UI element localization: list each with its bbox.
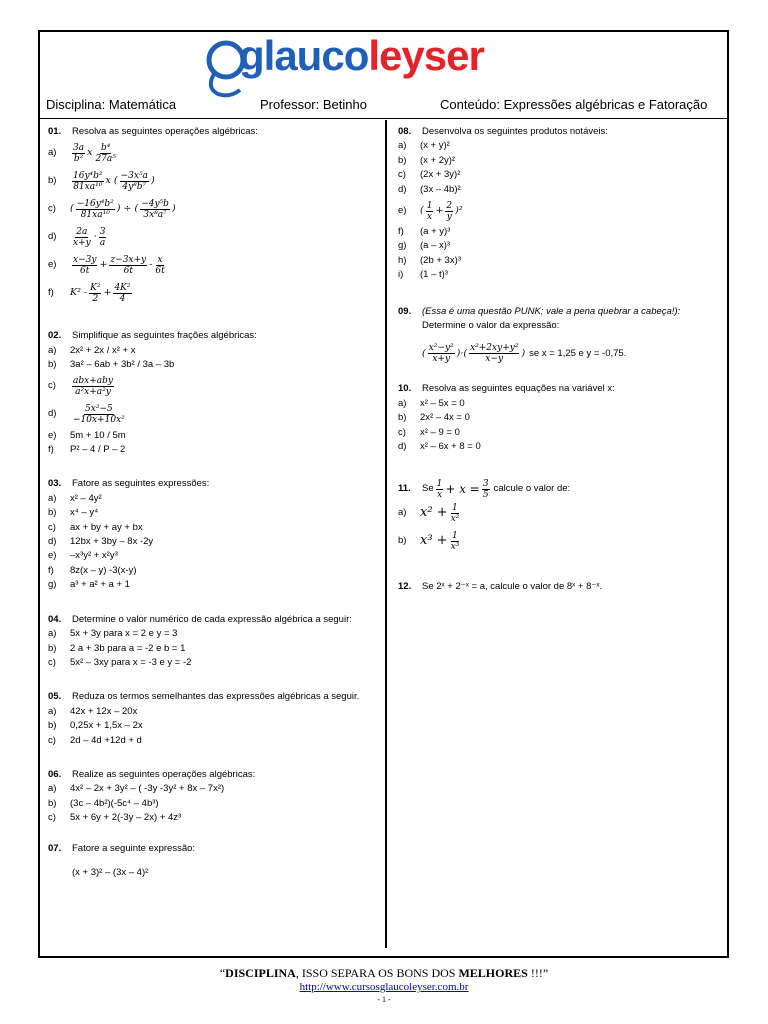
q02-d-expr: $\frac{\text{5x²−5}}{\text{−10x+10x²}}$	[73, 404, 125, 426]
page-number: - 1 -	[377, 995, 391, 1004]
question-08	[398, 125, 723, 283]
question-03	[48, 477, 378, 592]
q03-item-e: e) –x³y² + x²y³	[48, 550, 118, 562]
q03-item-a: a) x² – 4y²	[48, 492, 102, 504]
q06-item-a: a) 4x² – 2x + 3y² – ( -3y -3y² + 8x – 7x²)	[48, 783, 225, 795]
q09-number: 09.	[398, 305, 412, 317]
header-content: Conteúdo: Expressões algébricas e Fatoração	[440, 97, 708, 112]
q01-item-f: f) K² - $\frac{\text{K²}}{2}$ + $\frac{\text{4K²}}{4}$	[48, 279, 378, 307]
q02-item-d: d) $\frac{\text{5x²−5}}{\text{−10x+10x²}}$	[48, 401, 378, 429]
q01-number: 01.	[48, 126, 62, 137]
header-discipline: Disciplina: Matemática	[46, 97, 177, 112]
question-02	[48, 329, 378, 457]
q08-title: Desenvolva os seguintes produtos notáveis:	[422, 126, 608, 137]
q08-item-i: i) (1 – t)³	[398, 269, 448, 281]
question-11	[398, 479, 723, 556]
q01-item-e: e) $\frac{x-3y}{6t}$ + $\frac{z-3x+y}{6t}$ - $\frac{x}{6t}$	[48, 251, 378, 279]
header-divider	[38, 118, 729, 119]
q02-c-expr: $\frac{\text{abx+aby}}{\text{a²x+a²y}}$	[73, 376, 113, 398]
q07-expression: (x + 3)² – (3x – 4)²	[72, 866, 149, 878]
q04-title: Determine o valor numérico de cada expressão algébrica a seguir:	[72, 613, 352, 625]
q10-number: 10.	[398, 383, 412, 395]
q11-item-b: b) x³ + $\frac{1}{\text{x³}}$	[398, 531, 460, 552]
q02-item-e: e) 5m + 10 / 5m	[48, 429, 126, 441]
q03-item-c: c) ax + by + ay + bx	[48, 521, 143, 533]
q08-item-e: e) ( $\frac{1}{x}$ + $\frac{2}{y}$ )²	[398, 200, 463, 222]
q10-title: Resolva as seguintes equações na variável x:	[422, 383, 615, 395]
footer-motto: “DISCIPLINA, ISSO SEPARA OS BONS DOS MELHORES !!!”	[219, 966, 549, 980]
q06-title: Realize as seguintes operações algébricas:	[72, 768, 256, 780]
question-05	[48, 690, 378, 748]
q05-title: Reduza os termos semelhantes das expressões algébricas a seguir.	[72, 691, 360, 703]
right-column	[398, 125, 723, 594]
q03-item-f: f) 8z(x – y) -3(x-y)	[48, 564, 137, 576]
q05-item-b: b) 0,25x + 1,5x – 2x	[48, 720, 143, 732]
q03-item-d: d) 12bx + 3by – 8x -2y	[48, 536, 154, 548]
q06-item-c: c) 5x + 6y + 2(-3y – 2x) + 4z³	[48, 812, 182, 824]
question-12	[398, 580, 723, 594]
q10-item-a: a) x² – 5x = 0	[398, 397, 465, 409]
q05-item-a: a) 42x + 12x – 20x	[48, 705, 138, 717]
q01-a-expr: $\frac{3a}{\text{b²}}$ x $\frac{\text{b⁴}}{\text{27a⁵}}$	[73, 142, 116, 164]
q04-item-b: b) 2 a + 3b para a = -2 e b = 1	[48, 642, 186, 654]
q04-item-c: c) 5x² – 3xy para x = -3 e y = -2	[48, 656, 192, 668]
q01-item-d: d) $\frac{2a}{x+y}$ · $\frac{3}{a}$	[48, 223, 378, 251]
q06-number: 06.	[48, 768, 62, 780]
left-column	[48, 125, 378, 880]
q06-item-b: b) (3c – 4b²)(-5c⁴ – 4b³)	[48, 797, 159, 809]
q03-title: Fatore as seguintes expressões:	[72, 478, 210, 490]
question-09	[398, 305, 723, 365]
q11-number: 11.	[398, 482, 411, 494]
q01-b-expr: $\frac{\text{16y⁴b²}}{\text{81xa¹⁰}}$ x ( $\frac{\text{−3x⁵a}}{\text{4y⁸b⁷}}$ )	[73, 170, 155, 192]
q03-item-g: g) a³ + a² + a + 1	[48, 579, 130, 591]
q01-title: Resolva as seguintes operações algébricas:	[72, 126, 258, 137]
q07-title: Fatore a seguinte expressão:	[72, 842, 196, 854]
header-professor: Professor: Betinho	[260, 97, 367, 112]
q01-item-a: a) $\frac{3a}{\text{b²}}$ x $\frac{\text{b⁴}}{\text{27a⁵}}$	[48, 139, 378, 167]
q11-se: Se	[422, 482, 434, 494]
q03-number: 03.	[48, 478, 62, 490]
brand-name	[239, 32, 484, 80]
q11-condition-expr: $\frac{1}{x}$ + x = $\frac{3}{5}$	[436, 478, 489, 500]
q04-number: 04.	[48, 613, 62, 625]
q08-item-d: d) (3x – 4b)²	[398, 183, 461, 195]
q03-item-b: b) x⁴ – y⁴	[48, 507, 99, 519]
q01-d-expr: $\frac{2a}{x+y}$ · $\frac{3}{a}$	[73, 226, 106, 248]
q07-number: 07.	[48, 842, 62, 854]
q10-item-d: d) x² – 6x + 8 = 0	[398, 441, 481, 453]
q08-number: 08.	[398, 126, 412, 137]
question-06	[48, 768, 378, 826]
q08-item-f: f) (a + y)³	[398, 226, 451, 238]
q05-number: 05.	[48, 691, 62, 703]
q04-item-a: a) 5x + 3y para x = 2 e y = 3	[48, 628, 178, 640]
column-divider	[385, 120, 387, 948]
q09-expression: ( $\frac{\text{x²−y²}}{x+y}$ )·( $\frac{\text{x²+2xy+y²}}{x-y}$ ) se x = 1,25 e y = -0,75.	[422, 343, 627, 365]
question-04	[48, 613, 378, 671]
footer-url-link[interactable]: http://www.cursosglaucoleyser.com.br	[299, 981, 469, 993]
q09-condition: se x = 1,25 e y = -0,75.	[529, 347, 627, 359]
q05-item-c: c) 2d – 4d +12d + d	[48, 734, 142, 746]
q02-title: Simplifique as seguintes frações algébricas:	[72, 330, 257, 342]
q10-item-c: c) x² – 9 = 0	[398, 426, 460, 438]
question-01	[48, 125, 378, 307]
q11-item-a: a) x² + $\frac{1}{\text{x²}}$	[398, 503, 460, 524]
q02-item-f: f) P² – 4 / P – 2	[48, 444, 126, 456]
q02-item-a: a) 2x² + 2x / x² + x	[48, 344, 136, 356]
q08-item-a: a) (x + y)²	[398, 140, 450, 152]
brand-part-2: leyser	[368, 32, 484, 79]
q01-e-expr: $\frac{x-3y}{6t}$ + $\frac{z-3x+y}{6t}$ - $\frac{x}{6t}$	[73, 254, 165, 276]
q12-number: 12.	[398, 580, 412, 592]
question-10	[398, 382, 723, 454]
q11-tail: calcule o valor de:	[493, 482, 571, 494]
q08-item-c: c) (2x + 3y)²	[398, 169, 461, 181]
q01-item-b: b) $\frac{\text{16y⁴b²}}{\text{81xa¹⁰}}$ x ( $\frac{\text{−3x⁵a}}{\text{4y⁸b⁷}}$ )	[48, 170, 155, 192]
q01-item-c: c) ( $\frac{\text{−16y⁴b²}}{\text{81xa¹⁰}}$ ) ÷ ( $\frac{\text{−4y⁵b}}{\text{3x⁸a⁷}}$ )	[48, 198, 176, 220]
q08-e-expr: ( $\frac{1}{x}$ + $\frac{2}{y}$ )²	[420, 200, 463, 222]
q01-f-expr: K² - $\frac{\text{K²}}{2}$ + $\frac{\text{4K²}}{4}$	[70, 282, 131, 304]
q12-text: Se 2ˣ + 2⁻ˣ = a, calcule o valor de 8ˣ + 8⁻ˣ.	[422, 580, 603, 592]
q01-c-expr: ( $\frac{\text{−16y⁴b²}}{\text{81xa¹⁰}}$ ) ÷ ( $\frac{\text{−4y⁵b}}{\text{3x⁸a⁷}}$ )	[70, 198, 176, 220]
q02-item-b: b) 3a² – 6ab + 3b² / 3a – 3b	[48, 359, 175, 371]
brand-part-1: glauco	[239, 32, 369, 79]
q09-title: (Essa é uma questão PUNK; vale a pena quebrar a cabeça!):	[422, 305, 681, 317]
q10-item-b: b) 2x² – 4x = 0	[398, 412, 470, 424]
q08-item-g: g) (a – x)³	[398, 240, 451, 252]
q02-item-c: c) $\frac{\text{abx+aby}}{\text{a²x+a²y}}$	[48, 373, 378, 401]
brand-logo	[200, 32, 580, 98]
q09-subtitle: Determine o valor da expressão:	[422, 320, 560, 332]
q02-number: 02.	[48, 330, 62, 342]
q08-item-h: h) (2b + 3x)³	[398, 254, 461, 266]
question-07	[48, 842, 378, 881]
q08-item-b: b) (x + 2y)²	[398, 154, 456, 166]
